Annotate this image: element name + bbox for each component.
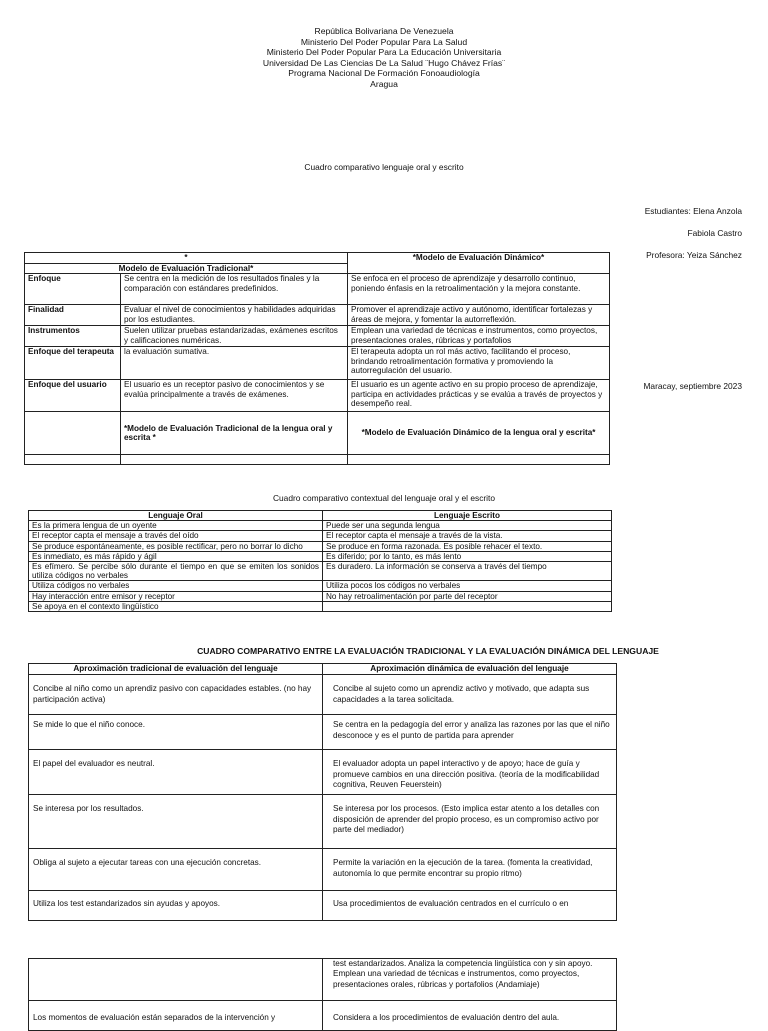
dynamic-cell: Considera a los procedimientos de evaluación dentro del aula. xyxy=(323,1001,617,1031)
dynamic-model-header: *Modelo de Evaluación Dinámico* xyxy=(348,253,610,274)
dynamic-cell: El evaluador adopta un papel interactivo y de apoyo; hace de guía y promueve cambios en una dirección positiva. (teoría de la modificabilidad cognitiva, Reuven Feuerstein) xyxy=(323,750,617,795)
traditional-model-header: Modelo de Evaluación Tradicional* xyxy=(25,263,348,274)
row-label: Enfoque del usuario xyxy=(25,380,121,412)
header-dynamic: Aproximación dinámica de evaluación del lenguaje xyxy=(323,664,617,675)
dynamic-cell: Usa procedimientos de evaluación centrados en el currículo o en xyxy=(323,891,617,921)
dynamic-cell: Permite la variación en la ejecución de la tarea. (fomenta la creatividad, autonomía lo que permite encontrar su propio ritmo) xyxy=(323,849,617,891)
header-line: República Bolivariana De Venezuela xyxy=(314,26,454,36)
traditional-cell: El papel del evaluador es neutral. xyxy=(29,750,323,795)
traditional-cell: Obliga al sujeto a ejecutar tareas con una ejecución concretas. xyxy=(29,849,323,891)
dynamic-cell: El usuario es un agente activo en su propio proceso de aprendizaje, participa en actividades prácticas y se evalúa a través de proyectos y desempeño real. xyxy=(348,380,610,412)
written-cell: Es diferido; por lo tanto, es más lento xyxy=(323,551,612,561)
comparative-evaluation-caption: CUADRO COMPARATIVO ENTRE LA EVALUACIÓN TRADICIONAL Y LA EVALUACIÓN DINÁMICA DEL LENGUAJE xyxy=(197,646,659,656)
header-written: Lenguaje Escrito xyxy=(323,511,612,521)
top-left-mark: * xyxy=(25,253,348,264)
document-title: Cuadro comparativo lenguaje oral y escrito xyxy=(304,162,464,172)
dynamic-footer: *Modelo de Evaluación Dinámico de la lengua oral y escrita* xyxy=(348,412,610,455)
oral-cell: Es la primera lengua de un oyente xyxy=(29,521,323,531)
written-cell: No hay retroalimentación por parte del receptor xyxy=(323,591,612,601)
written-cell: Utiliza pocos los códigos no verbales xyxy=(323,581,612,591)
traditional-cell: Utiliza los test estandarizados sin ayudas y apoyos. xyxy=(29,891,323,921)
traditional-cell xyxy=(29,959,323,1001)
header-line: Aragua xyxy=(370,78,398,89)
oral-cell: Utiliza códigos no verbales xyxy=(29,581,323,591)
header-oral: Lenguaje Oral xyxy=(29,511,323,521)
written-cell: El receptor capta el mensaje a través de la vista. xyxy=(323,531,612,541)
written-cell: Puede ser una segunda lengua xyxy=(323,521,612,531)
header-traditional: Aproximación tradicional de evaluación del lenguaje xyxy=(29,664,323,675)
student2-label: Fabiola Castro xyxy=(687,228,742,238)
empty-cell xyxy=(348,455,610,465)
oral-written-table xyxy=(28,510,612,612)
row-label: Instrumentos xyxy=(25,326,121,347)
header-line: Ministerio Del Poder Popular Para La Salud xyxy=(300,36,468,47)
dynamic-cell: Promover el aprendizaje activo y autónomo, identificar fortalezas y áreas de mejora, y fomentar la autorreflexión. xyxy=(348,305,610,326)
written-cell: Es duradero. La información se conserva a través del tiempo xyxy=(323,562,612,581)
oral-cell: Hay interacción entre emisor y receptor xyxy=(29,591,323,601)
dynamic-cell: Se centra en la pedagogía del error y analiza las razones por las que el niño desconoce y es el punto de partida para aprender xyxy=(323,715,617,750)
written-cell xyxy=(323,601,612,611)
dynamic-cell: Se enfoca en el proceso de aprendizaje y desarrollo continuo, poniendo énfasis en la retroalimentación y la mejora constante. xyxy=(348,274,610,305)
traditional-footer: *Modelo de Evaluación Tradicional de la lengua oral y escrita * xyxy=(121,412,348,455)
oral-cell: Se produce espontáneamente, es posible rectificar, pero no borrar lo dicho xyxy=(29,541,323,551)
row-label: Enfoque xyxy=(25,274,121,305)
dynamic-cell: El terapeuta adopta un rol más activo, facilitando el proceso, brindando retroalimentación formativa y promoviendo la autorregulación del usuario. xyxy=(348,347,610,380)
teacher-label: Profesora: Yeiza Sánchez xyxy=(646,250,742,260)
contextual-table-caption: Cuadro comparativo contextual del lenguaje oral y el escrito xyxy=(272,493,496,503)
oral-cell: El receptor capta el mensaje a través del oído xyxy=(29,531,323,541)
oral-cell: Es efímero. Se percibe sólo durante el tiempo en que se emiten los sonidos utiliza códigos no verbales xyxy=(29,562,323,581)
written-cell: Se produce en forma razonada. Es posible rehacer el texto. xyxy=(323,541,612,551)
dynamic-cell: test estandarizados. Analiza la competencia lingüística con y sin apoyo. Emplean una variedad de técnicas e instrumentos, como proyectos, presentaciones orales, rúbricas y portafolios (Andamiaje) xyxy=(323,959,617,1001)
traditional-dynamic-table xyxy=(28,663,617,921)
empty-cell xyxy=(121,455,348,465)
document-header xyxy=(0,26,768,90)
traditional-cell: Se interesa por los resultados. xyxy=(29,795,323,849)
traditional-cell: El usuario es un receptor pasivo de conocimientos y se evalúa principalmente a través de exámenes. xyxy=(121,380,348,412)
traditional-cell: Evaluar el nivel de conocimientos y habilidades adquiridas por los estudiantes. xyxy=(121,305,348,326)
traditional-cell: Se mide lo que el niño conoce. xyxy=(29,715,323,750)
row-label: Finalidad xyxy=(25,305,121,326)
students-label: Estudiantes: Elena Anzola xyxy=(644,206,742,216)
empty-cell xyxy=(25,455,121,465)
header-line: Ministerio Del Poder Popular Para La Educación Universitaria xyxy=(266,47,502,58)
traditional-cell: Concibe al niño como un aprendiz pasivo con capacidades estables. (no hay participación activa) xyxy=(29,675,323,715)
traditional-cell: Los momentos de evaluación están separados de la intervención y xyxy=(29,1001,323,1031)
empty-cell xyxy=(25,412,121,455)
dynamic-cell: Emplean una variedad de técnicas e instrumentos, como proyectos, presentaciones orales, rúbricas y portafolios xyxy=(348,326,610,347)
dynamic-cell: Concibe al sujeto como un aprendiz activo y motivado, que adapta sus capacidades a la tarea solicitada. xyxy=(323,675,617,715)
traditional-cell: la evaluación sumativa. xyxy=(121,347,348,380)
row-label: Enfoque del terapeuta xyxy=(25,347,121,380)
evaluation-models-table xyxy=(24,252,610,465)
traditional-dynamic-table-continued xyxy=(28,958,617,1031)
dynamic-cell: Se interesa por los procesos. (Esto implica estar atento a los detalles con disposición de aprender del propio proceso, es un compromiso activo por parte del mediador) xyxy=(323,795,617,849)
place-date: Maracay, septiembre 2023 xyxy=(643,381,742,391)
header-line: Programa Nacional De Formación Fonoaudiología xyxy=(288,68,480,79)
oral-cell: Se apoya en el contexto lingüístico xyxy=(29,601,323,611)
oral-cell: Es inmediato, es más rápido y ágil xyxy=(29,551,323,561)
header-line: Universidad De Las Ciencias De La Salud ¨Hugo Chávez Frías¨ xyxy=(262,57,506,68)
traditional-cell: Suelen utilizar pruebas estandarizadas, exámenes escritos y calificaciones numéricas. xyxy=(121,326,348,347)
traditional-cell: Se centra en la medición de los resultados finales y la comparación con estándares predefinidos. xyxy=(121,274,348,305)
